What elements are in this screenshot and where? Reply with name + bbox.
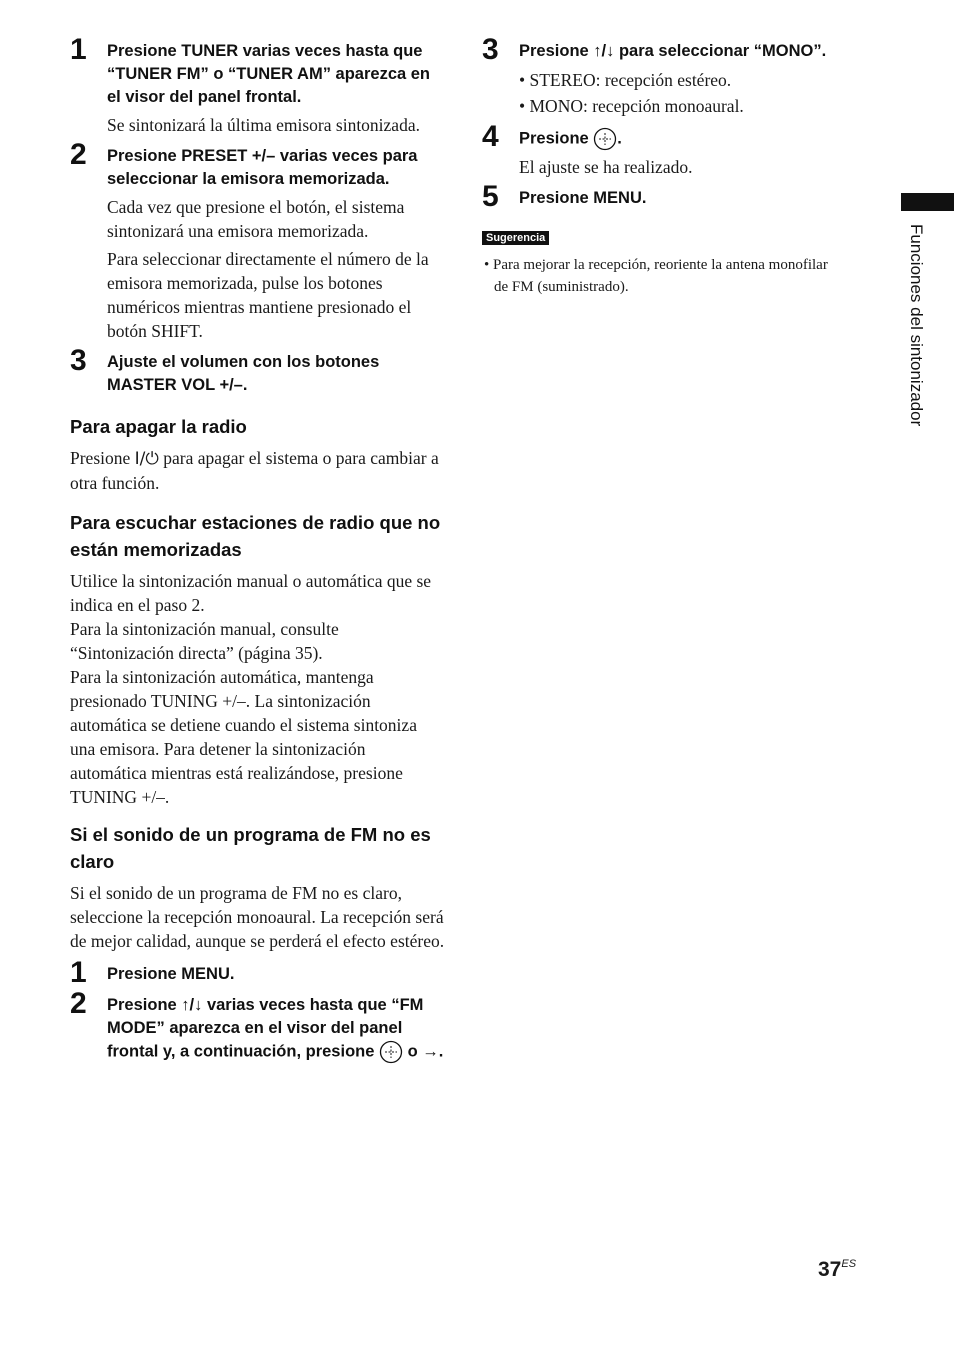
line: Utilice la sintonización manual o automática que se indica en el paso 2. (70, 571, 432, 615)
list-item: • MONO: recepción monoaural. (519, 96, 744, 116)
fm-step-1 (70, 956, 445, 989)
step-number: 1 (70, 956, 87, 989)
page-suffix: ES (841, 1258, 857, 1270)
left-column (70, 33, 445, 1072)
text: Presione (70, 448, 135, 468)
step-title: Presione PRESET +/– varias veces para seleccionar la emisora memorizada. (107, 147, 418, 188)
step-title: Ajuste el volumen con los botones MASTER VOL +/–. (107, 353, 380, 394)
step-3 (70, 344, 445, 397)
step-1 (70, 33, 445, 137)
step-title (519, 127, 842, 151)
section-body-off (70, 446, 445, 495)
step-number: 5 (482, 180, 499, 213)
mode-list (519, 67, 842, 119)
step-number: 3 (482, 33, 499, 66)
step-5 (482, 180, 842, 213)
right-column (482, 33, 842, 298)
step-body: El ajuste se ha realizado. (519, 157, 693, 177)
step-title: Presione MENU. (519, 189, 647, 207)
section-body-fm: Si el sonido de un programa de FM no es claro, seleccione la recepción monoaural. La recepción será de mejor calidad, aunque se perderá el efecto estéreo. (70, 883, 445, 951)
text: para apagar el sistema o para cambiar a otra función. (70, 448, 439, 493)
section-body-manual (70, 569, 445, 809)
text: o →. (402, 1042, 444, 1061)
section-heading-off: Para apagar la radio (70, 416, 247, 437)
step-title (107, 994, 445, 1064)
enter-button-icon (379, 1040, 403, 1064)
tip-box (482, 228, 842, 298)
line: Para la sintonización automática, mantenga presionado TUNING +/–. La sintonización automática se detiene cuando el sistema sintoniza una emisora. Para detener la sintonización automática mientras está realizándose, presione TUNING +/–. (70, 667, 417, 807)
section-heading-manual: Para escuchar estaciones de radio que no están memorizadas (70, 512, 441, 560)
step-number: 3 (70, 344, 87, 377)
step-body: Para seleccionar directamente el número de la emisora memorizada, pulse los botones numéricos mientras mantiene presionado el botón SHIFT. (107, 249, 429, 341)
step-title: Presione TUNER varias veces hasta que “TUNER FM” o “TUNER AM” aparezca en el visor del panel frontal. (107, 42, 431, 106)
tip-badge: Sugerencia (482, 231, 549, 245)
step-title: Presione ↑/↓ para seleccionar “MONO”. (519, 42, 827, 60)
power-icon: I/⏻ (134, 449, 159, 469)
text: . (617, 129, 622, 148)
line: Para la sintonización manual, consulte “Sintonización directa” (página 35). (70, 619, 339, 663)
list-item: • STEREO: recepción estéreo. (519, 70, 732, 90)
step-number: 2 (70, 987, 87, 1020)
text: Presione ↑/↓ varias veces hasta que “FM MODE” aparezca en el visor del panel frontal y, a continuación, presione (107, 996, 424, 1061)
step-3-mono (482, 33, 842, 119)
tip-text: • Para mejorar la recepción, reoriente la antena monofilar de FM (suministrado). (484, 257, 828, 295)
text: Presione (519, 129, 594, 148)
step-4 (482, 120, 842, 179)
enter-button-icon (593, 127, 617, 151)
step-body: Se sintonizará la última emisora sintonizada. (107, 115, 420, 135)
step-2 (70, 138, 445, 343)
step-number: 1 (70, 33, 87, 66)
step-number: 4 (482, 120, 499, 153)
step-title: Presione MENU. (107, 965, 235, 983)
step-number: 2 (70, 138, 87, 171)
section-tab-marker (901, 193, 954, 211)
section-tab-label: Funciones del sintonizador (907, 224, 926, 427)
page-number-value: 37 (818, 1258, 842, 1281)
page-number (818, 1258, 856, 1282)
fm-step-2 (70, 987, 445, 1064)
section-heading-fm: Si el sonido de un programa de FM no es claro (70, 824, 431, 872)
step-body: Cada vez que presione el botón, el sistema sintonizará una emisora memorizada. (107, 197, 405, 241)
